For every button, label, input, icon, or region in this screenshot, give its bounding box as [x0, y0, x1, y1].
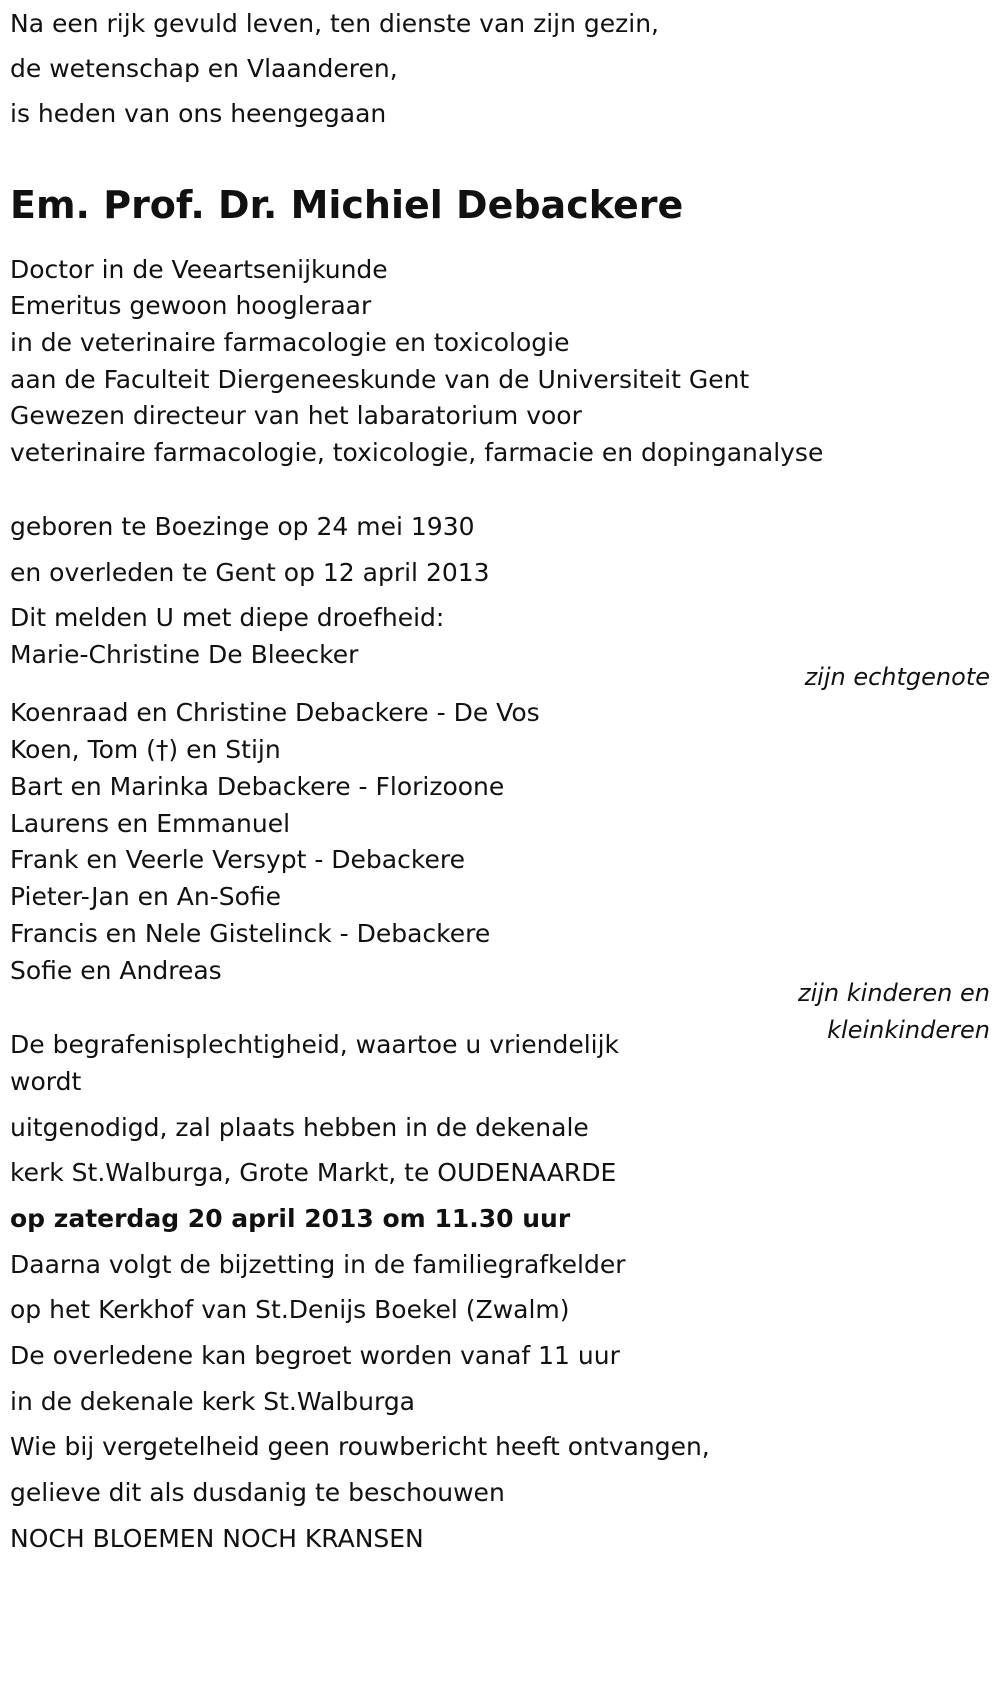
family-role-line-1: zijn kinderen en: [798, 979, 990, 1007]
family-line-2: Koen, Tom (†) en Stijn: [10, 735, 281, 764]
spouse-role: zijn echtgenote: [804, 663, 990, 691]
family-line-8: Sofie en Andreas: [10, 956, 222, 985]
family-line-4: Laurens en Emmanuel: [10, 809, 291, 838]
title-line-4: aan de Faculteit Diergeneeskunde van de Universiteit Gent: [10, 365, 750, 394]
funeral-line-4: kerk St.Walburga, Grote Markt, te OUDENAARDE: [10, 1158, 617, 1187]
intro-line-3: is heden van ons heengegaan: [10, 99, 387, 128]
birth-line: geboren te Boezinge op 24 mei 1930: [10, 512, 475, 541]
family-line-5: Frank en Veerle Versypt - Debackere: [10, 845, 465, 874]
intro-line-1: Na een rijk gevuld leven, ten dienste van zijn gezin,: [10, 9, 659, 38]
deceased-name: Em. Prof. Dr. Michiel Debackere: [10, 183, 684, 227]
funeral-line-9: in de dekenale kerk St.Walburga: [10, 1387, 416, 1416]
funeral-line-10: Wie bij vergetelheid geen rouwbericht heeft ontvangen,: [10, 1432, 710, 1461]
title-line-1: Doctor in de Veeartsenijkunde: [10, 255, 388, 284]
funeral-line-2: wordt: [10, 1067, 82, 1096]
title-line-3: in de veterinaire farmacologie en toxicologie: [10, 328, 570, 357]
title-line-6: veterinaire farmacologie, toxicologie, farmacie en dopinganalyse: [10, 438, 824, 467]
family-line-6: Pieter-Jan en An-Sofie: [10, 882, 282, 911]
family-line-1: Koenraad en Christine Debackere - De Vos: [10, 698, 540, 727]
funeral-date-line: op zaterdag 20 april 2013 om 11.30 uur: [10, 1204, 571, 1233]
death-line: en overleden te Gent op 12 april 2013: [10, 558, 490, 587]
funeral-line-12: NOCH BLOEMEN NOCH KRANSEN: [10, 1524, 424, 1553]
family-line-3: Bart en Marinka Debackere - Florizoone: [10, 772, 505, 801]
funeral-line-3: uitgenodigd, zal plaats hebben in de dekenale: [10, 1113, 589, 1142]
title-line-5: Gewezen directeur van het labaratorium voor: [10, 401, 582, 430]
funeral-line-7: op het Kerkhof van St.Denijs Boekel (Zwalm): [10, 1295, 570, 1324]
title-line-2: Emeritus gewoon hoogleraar: [10, 291, 372, 320]
funeral-line-1: De begrafenisplechtigheid, waartoe u vriendelijk: [10, 1030, 620, 1059]
funeral-line-8: De overledene kan begroet worden vanaf 11 uur: [10, 1341, 620, 1370]
announcement-line: Dit melden U met diepe droefheid:: [10, 603, 445, 632]
funeral-line-11: gelieve dit als dusdanig te beschouwen: [10, 1478, 505, 1507]
family-line-7: Francis en Nele Gistelinck - Debackere: [10, 919, 491, 948]
family-role-line-2: kleinkinderen: [827, 1016, 990, 1044]
funeral-line-6: Daarna volgt de bijzetting in de familiegrafkelder: [10, 1250, 626, 1279]
intro-line-2: de wetenschap en Vlaanderen,: [10, 54, 398, 83]
spouse-name: Marie-Christine De Bleecker: [10, 640, 359, 669]
